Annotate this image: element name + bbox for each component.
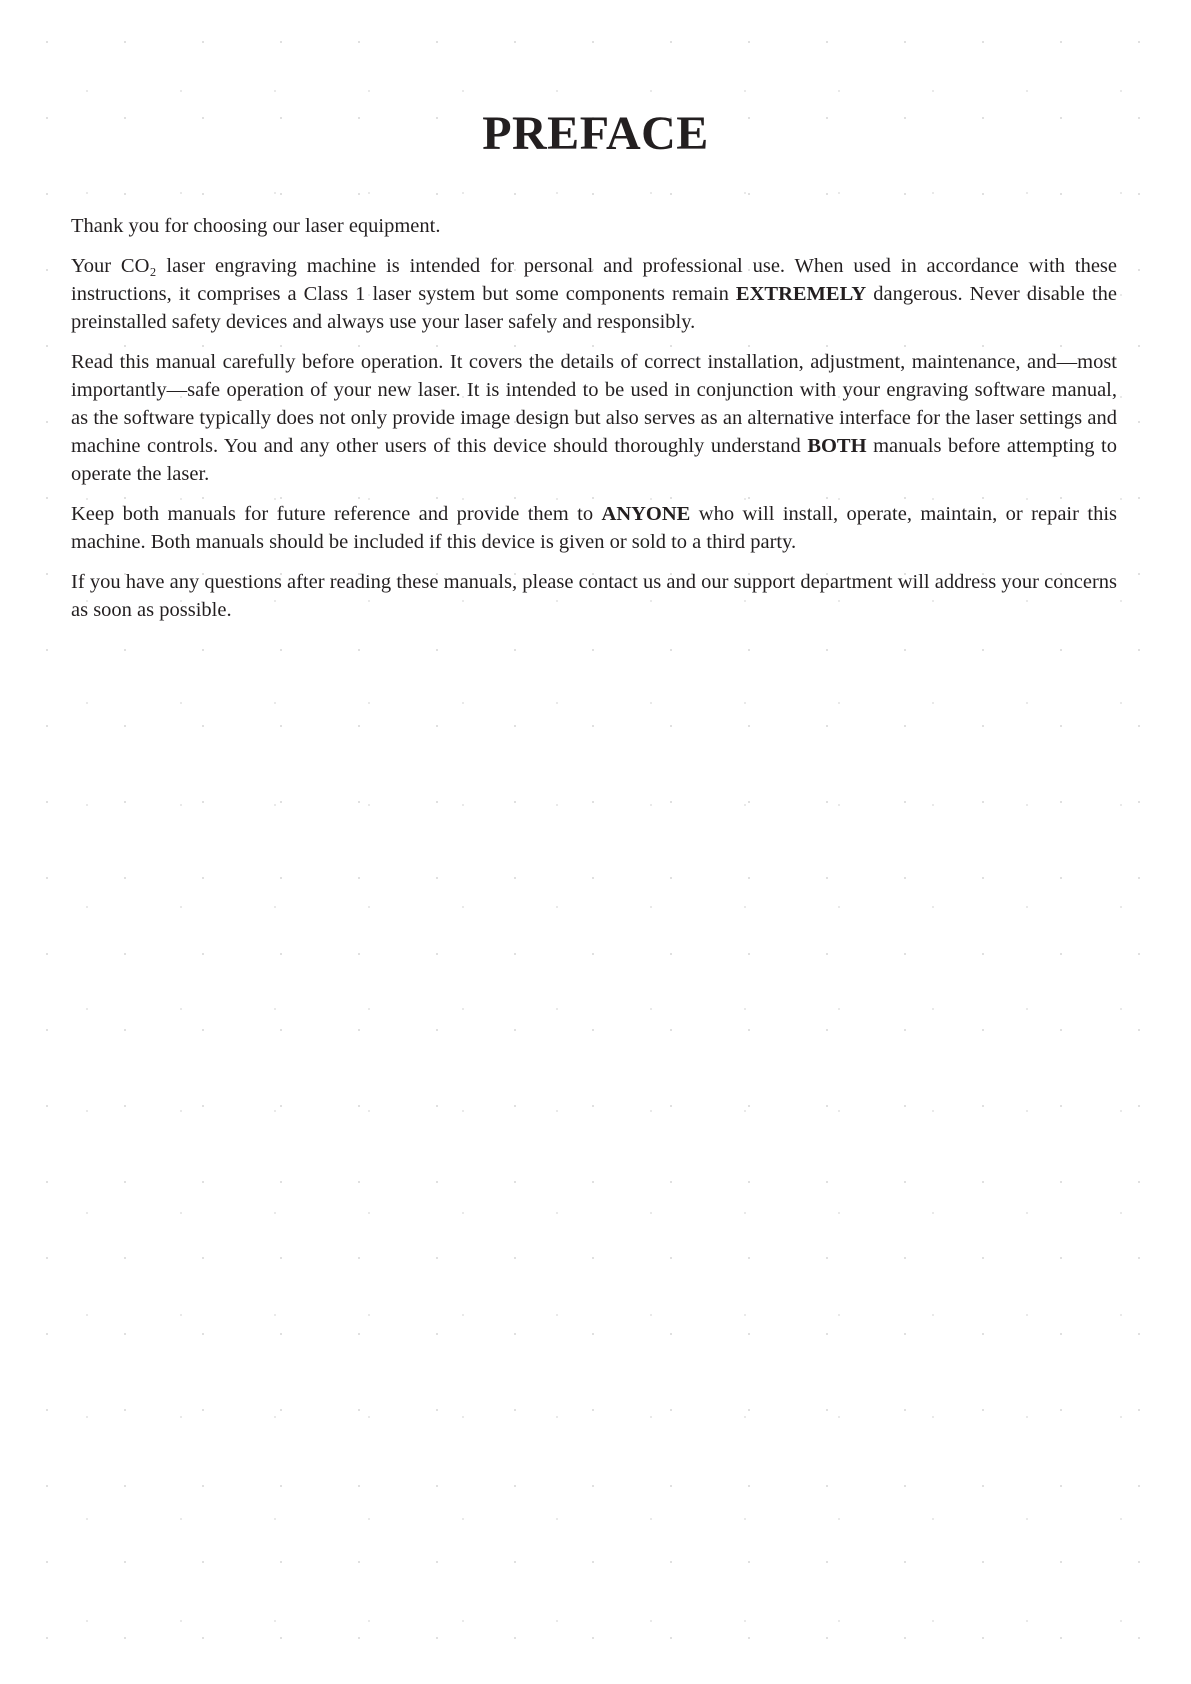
paragraph-text: Thank you for choosing our laser equipment. [71,215,441,237]
paragraph-text: who will install, operate, maintain, or repair this machine. Both manuals should be included if this device is given or sold to a third party. [71,503,1117,553]
preface-body [71,212,1117,636]
paragraph-thanks [71,212,1117,240]
paragraph-text: Read this manual carefully before operation. It covers the details of correct installation, adjustment, maintenance, and—most importantly—safe operation of your new laser. It is intended to be used in conjunction with your engraving software manual, as the software typically does not only provide image design but also serves as an alternative interface for the laser settings and machine controls. You and any other users of this device should thoroughly understand [71,351,1117,457]
paragraph-keep-manuals [71,500,1117,556]
paragraph-questions [71,568,1117,624]
page-title: PREFACE [482,107,709,160]
paragraph-text: If you have any questions after reading these manuals, please contact us and our support department will address your concerns as soon as possible. [71,571,1117,621]
paragraph-intended-use [71,252,1117,336]
emphasis-anyone: ANYONE [601,503,691,525]
emphasis-both: BOTH [807,435,867,457]
paragraph-read-manual [71,348,1117,488]
emphasis-extremely: EXTREMELY [735,283,867,305]
paragraph-text: dangerous. Never disable the preinstalled safety devices and always use your laser safely and responsibly. [71,283,1117,333]
paragraph-text: Your CO₂ laser engraving machine is intended for personal and professional use. When used in accordance with these instructions, it comprises a Class 1 laser system but some components remain [71,255,1117,305]
paragraph-text: Keep both manuals for future reference and provide them to [71,503,602,525]
paragraph-text: manuals before attempting to operate the laser. [71,435,1117,485]
